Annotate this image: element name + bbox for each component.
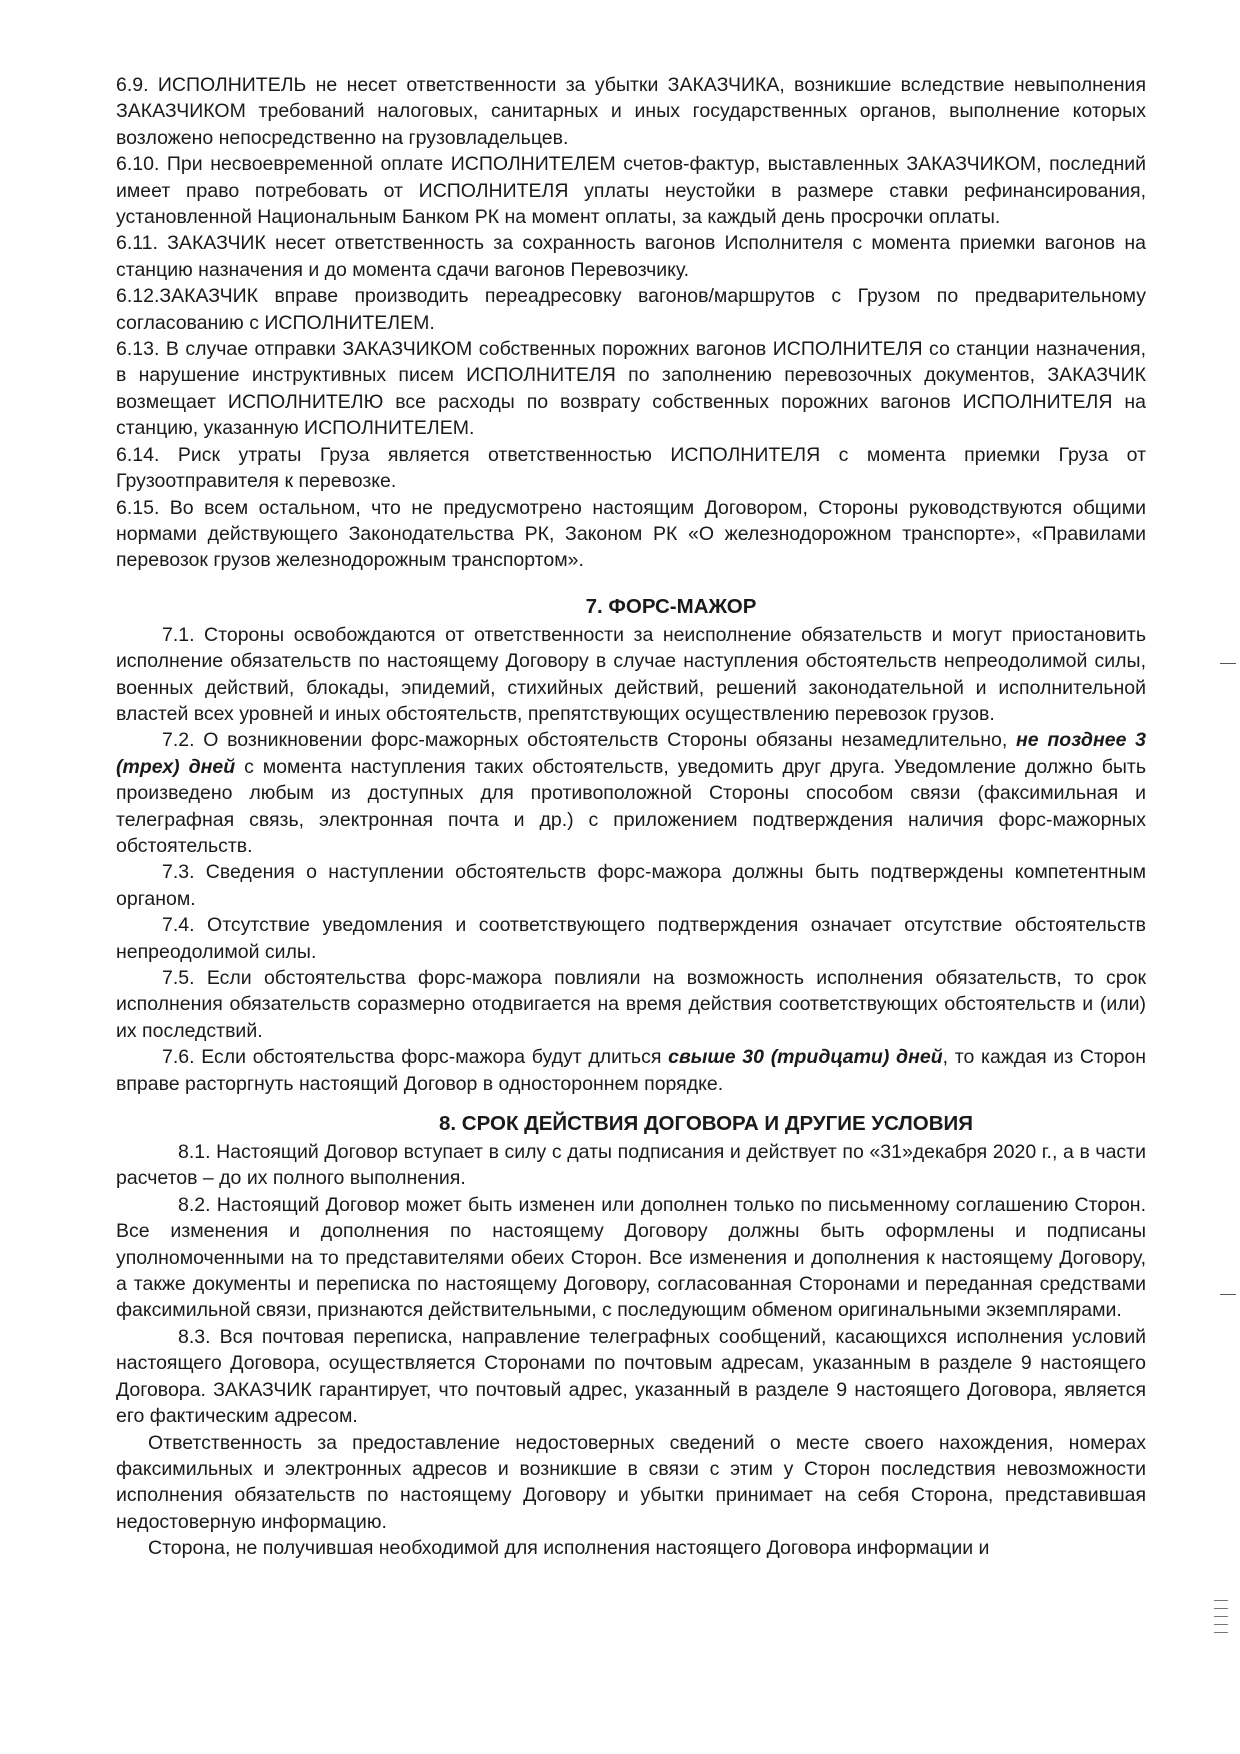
clause-6-10: 6.10. При несвоевременной оплате ИСПОЛНИТЕЛЕМ счетов-фактур, выставленных ЗАКАЗЧИКОМ, последний имеет право потребовать от ИСПОЛНИТЕЛЯ уплаты неустойки в размере ставки рефинансирования, установленной Национальным Банком РК на момент оплаты, за каждый день просрочки оплаты. bbox=[116, 153, 1146, 229]
clause-8-3: 8.3. Вся почтовая переписка, направление телеграфных сообщений, касающихся исполнения условий настоящего Договора, осуществляется Сторонами по почтовым адресам, указанным в разделе 9 настоящего Договора. ЗАКАЗЧИК гарантирует, что почтовый адрес, указанный в разделе 9 настоящего Договора, является его фактическим адресом. bbox=[116, 1325, 1146, 1428]
section-8-heading: 8. СРОК ДЕЙСТВИЯ ДОГОВОРА И ДРУГИЕ УСЛОВИЯ bbox=[439, 1112, 973, 1136]
clause-7-1: 7.1. Стороны освобождаются от ответственности за неисполнение обязательств и могут приостановить исполнение обязательств по настоящему Договору в случае наступления обстоятельств непреодолимой силы, военных действий, блокады, эпидемий, стихийных действий, решений законодательной и исполнительной властей всех уровней и иных обстоятельств, препятствующих осуществлению перевозок грузов. bbox=[116, 623, 1146, 725]
clause-6-11: 6.11. ЗАКАЗЧИК несет ответственность за сохранность вагонов Исполнителя с момента приемки вагонов на станцию назначения и до момента сдачи вагонов Перевозчику. bbox=[116, 232, 1146, 281]
document-body bbox=[116, 72, 1146, 1562]
margin-mark bbox=[1220, 663, 1236, 664]
section-7-heading: 7. ФОРС-МАЖОР bbox=[585, 594, 757, 618]
clause-8-2: 8.2. Настоящий Договор может быть изменен или дополнен только по письменному соглашению Сторон. Все изменения и дополнения по настоящему Договору должны быть оформлены и подписаны уполномоченными на то представителями обеих Сторон. Все изменения и дополнения к настоящему Договору, а также документы и переписка по настоящему Договору, согласованная Сторонами и переданная средствами факсимильной связи, признаются действительными, с последующим обменом оригинальными экземплярами. bbox=[116, 1193, 1146, 1322]
clause-6-15: 6.15. Во всем остальном, что не предусмотрено настоящим Договором, Стороны руководствуются общими нормами действующего Законодательства РК, Законом РК «О железнодорожном транспорте», «Правилами перевозок грузов железнодорожным транспортом». bbox=[116, 496, 1146, 572]
clause-7-2-text-b: с момента наступления таких обстоятельств, уведомить друг друга. Уведомление должно быть произведено любым из доступных для противоположной Стороны способом связи (факсимильная и телеграфная связь, электронная почта и др.) с приложением подтверждения наличия форс-мажорных обстоятельств. bbox=[116, 755, 1146, 857]
clause-7-6-text-a: 7.6. Если обстоятельства форс-мажора будут длиться bbox=[162, 1046, 669, 1069]
margin-ticks bbox=[1214, 1600, 1234, 1660]
clause-6-9: 6.9. ИСПОЛНИТЕЛЬ не несет ответственности за убытки ЗАКАЗЧИКА, возникшие вследствие невыполнения ЗАКАЗЧИКОМ требований налоговых, санитарных и иных государственных органов, выполнение которых возложено непосредственно на грузовладельцев. bbox=[116, 74, 1146, 149]
clause-7-6-text-b: , то каждая из Сторон вправе расторгнуть настоящий Договор в одностороннем порядке. bbox=[116, 1046, 1146, 1095]
clause-7-4: 7.4. Отсутствие уведомления и соответствующего подтверждения означает отсутствие обстоятельств непреодолимой силы. bbox=[116, 914, 1146, 963]
clause-8-1: 8.1. Настоящий Договор вступает в силу с даты подписания и действует по «31»декабря 2020 г., а в части расчетов – до их полного выполнения. bbox=[116, 1141, 1146, 1190]
clause-8-3-liability: Ответственность за предоставление недостоверных сведений о месте своего нахождения, номерах факсимильных и электронных адресов и возникшие в связи с этим у Сторон последствия невозможности исполнения обязательств по настоящему Договору и убытки принимает на себя Сторона, представившая недостоверную информацию. bbox=[116, 1431, 1146, 1533]
clause-7-6-emphasis: свыше 30 (тридцати) дней bbox=[668, 1046, 943, 1069]
clause-8-3-continuation: Сторона, не получившая необходимой для исполнения настоящего Договора информации и bbox=[148, 1537, 990, 1560]
clause-7-2 bbox=[116, 727, 1146, 859]
clause-7-3: 7.3. Сведения о наступлении обстоятельств форс-мажора должны быть подтверждены компетентным органом. bbox=[116, 861, 1146, 910]
clause-6-12: 6.12.ЗАКАЗЧИК вправе производить переадресовку вагонов/маршрутов с Грузом по предварительному согласованию с ИСПОЛНИТЕЛЕМ. bbox=[116, 285, 1146, 334]
clause-7-2-text-a: 7.2. О возникновении форс-мажорных обстоятельств Стороны обязаны незамедлительно, bbox=[162, 729, 1017, 752]
clause-6-14: 6.14. Риск утраты Груза является ответственностью ИСПОЛНИТЕЛЯ с момента приемки Груза от Грузоотправителя к перевозке. bbox=[116, 443, 1146, 493]
margin-mark bbox=[1220, 1294, 1236, 1295]
clause-7-6 bbox=[116, 1044, 1146, 1097]
clause-7-2-emphasis: не позднее 3 (трех) дней bbox=[116, 729, 1147, 778]
clause-7-5: 7.5. Если обстоятельства форс-мажора повлияли на возможность исполнения обязательств, то срок исполнения обязательств соразмерно отодвигается на время действия соответствующих обстоятельств и (или) их последствий. bbox=[116, 967, 1146, 1042]
clause-6-13: 6.13. В случае отправки ЗАКАЗЧИКОМ собственных порожних вагонов ИСПОЛНИТЕЛЯ со станции назначения, в нарушение инструктивных писем ИСПОЛНИТЕЛЯ по заполнению перевозочных документов, ЗАКАЗЧИК возмещает ИСПОЛНИТЕЛЮ все расходы по возврату собственных порожних вагонов ИСПОЛНИТЕЛЯ на станцию, указанную ИСПОЛНИТЕЛЕМ. bbox=[116, 338, 1146, 440]
